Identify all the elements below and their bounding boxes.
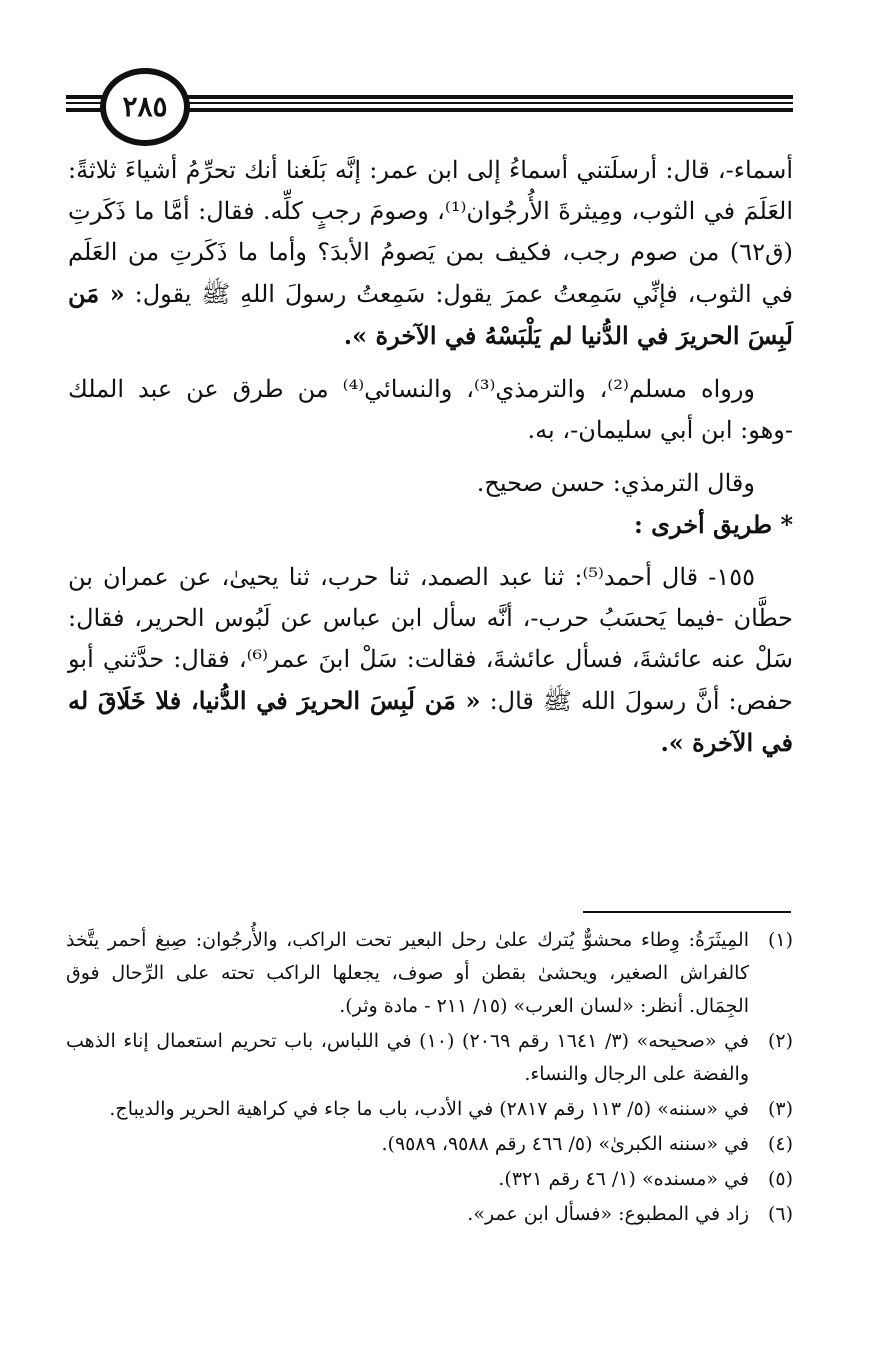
footnote-text: زاد في المطبوع: «فسأل ابن عمر». <box>467 1203 749 1225</box>
footnote-1 <box>66 924 793 1023</box>
footnote-text: في «سننه» (٥/ ١١٣ رقم ٢٨١٧) في الأدب، باب ما جاء في كراهية الحرير والديباج. <box>109 1098 749 1120</box>
footnote-separator <box>583 911 791 913</box>
footnote-number: (٥) <box>767 1168 793 1190</box>
footnote-number: (١) <box>767 929 793 951</box>
footnote-text: في «صحيحه» (٣/ ١٦٤١ رقم ٢٠٦٩) (١٠) في اللباس، باب تحريم استعمال إناء الذهب والفضة على الرجال والنساء. <box>66 1030 750 1085</box>
page-number: ٢٨٥ <box>100 68 190 146</box>
paragraph-2: ورواه مسلم⁽²⁾، والترمذي⁽³⁾، والنسائي⁽⁴⁾ من طرق عن عبد الملك -وهو: ابن أبي سليمان-، به. <box>68 375 793 444</box>
footnote-text: المِيثَرَةُ: وِطاء محشوٌّ يُترك علىٰ رحل البعير تحت الراكب، والأُرجُوان: صِبغ أحمر يتَّخذ كالفراش الصغير، ويحشىٰ بقطن أو صوف، يجعلها الراكب تحته على الرِّحال فوق الجِمَال. أنظر: «لسان العرب» (١٥/ ٢١١ - مادة وثر). <box>66 929 749 1017</box>
footnote-text: في «مسنده» (١/ ٤٦ رقم ٣٢١). <box>498 1168 749 1190</box>
main-text <box>68 150 793 764</box>
footnote-5 <box>66 1163 793 1196</box>
footnote-number: (٢) <box>767 1030 793 1052</box>
footnotes <box>66 924 793 1233</box>
paragraph-4-text: ١٥٥- قال أحمد⁽⁵⁾: ثنا عبد الصمد، ثنا حرب، ثنا يحيىٰ، عن عمران بن حطَّان -فيما يَحسَبُ حرب-، أنَّه سأل ابن عباس عن لَبُوس الحرير، فقال: سَلْ عنه عائشةَ، فسأل عائشةَ، فقالت: سَلْ ابنَ عمر⁽⁶⁾، فقال: حدَّثني أبو حفص: أنَّ رسولَ الله ﷺ قال: <box>68 563 793 715</box>
paragraph-3: وقال الترمذي: حسن صحيح. <box>476 469 755 497</box>
footnote-3 <box>66 1093 793 1126</box>
paragraph-4 <box>68 557 793 764</box>
footnote-number: (٦) <box>767 1203 793 1225</box>
hadith-quote-2: « مَن لَبِسَ الحريرَ في الدُّنيا، فلا خَلَاقَ له في الآخرة ». <box>68 686 793 757</box>
footnote-4 <box>66 1128 793 1161</box>
page-header <box>0 0 873 150</box>
paragraph-1-text: أسماء-، قال: أرسلَتني أسماءُ إلى ابن عمر: إنَّه بَلَغنا أنك تحرِّمُ أشياءَ ثلاثةً: العَلَمَ في الثوب، ومِيثرةَ الأُرجُوان⁽¹⁾، وصومَ رجبٍ كلِّه. فقال: أمَّا ما ذَكَرتِ (ق٦٢) من صوم رجب، فكيف بمن يَصومُ الأبدَ؟ وأما ما ذَكَرتِ من العَلَم في الثوب، فإنِّي سَمِعتُ عمرَ يقول: سَمِعتُ رسولَ اللهِ ﷺ يقول: <box>68 156 793 308</box>
footnote-number: (٤) <box>767 1133 793 1155</box>
hadith-quote-1: « مَن لَبِسَ الحريرَ في الدُّنيا لم يَلْبَسْهُ في الآخرة ». <box>68 279 793 350</box>
footnote-number: (٣) <box>767 1098 793 1120</box>
paragraph-1 <box>68 150 793 357</box>
section-heading: * طريق أخرى : <box>633 510 793 539</box>
footnote-6 <box>66 1198 793 1231</box>
footnote-text: في «سننه الكبرىٰ» (٥/ ٤٦٦ رقم ٩٥٨٨، ٩٥٨٩). <box>381 1133 749 1155</box>
footnote-2 <box>66 1025 793 1091</box>
